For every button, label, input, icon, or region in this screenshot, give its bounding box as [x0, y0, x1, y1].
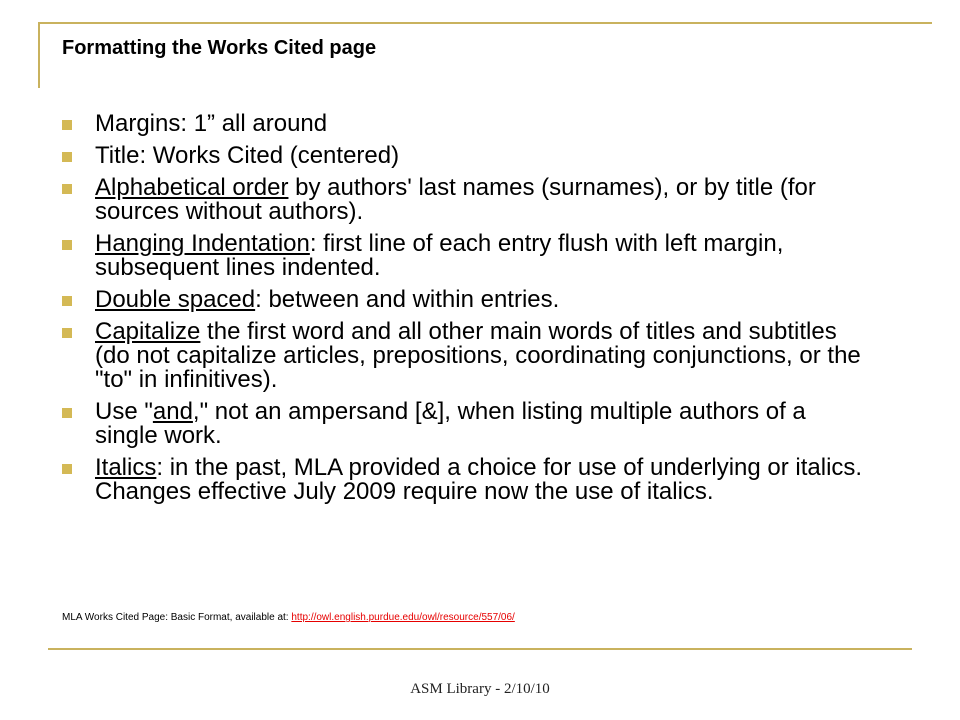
bullet-text: Margins: 1” all around [95, 110, 328, 137]
bullet-text: ," not an ampersand [&], when listing multiple authors of a single work. [95, 398, 806, 449]
and-link[interactable]: and [152, 398, 193, 425]
square-bullet-icon [62, 120, 72, 130]
double-spaced-link[interactable]: Double spaced [95, 286, 256, 313]
bullet-hanging-indentation [60, 232, 870, 280]
bullet-text: by authors' last names (surnames), or by title (for sources without authors). [95, 174, 816, 225]
citation-url-link[interactable]: http://owl.english.purdue.edu/owl/resource/557/06/ [291, 612, 515, 623]
left-rule [38, 22, 40, 88]
alphabetical-order-link[interactable]: Alphabetical order [95, 174, 289, 201]
square-bullet-icon [62, 464, 72, 474]
bullet-text: the first word and all other main words of titles and subtitles (do not capitalize articles, prepositions, coordinating conjunctions, or the "to" in infinitives). [95, 318, 861, 393]
bullet-text: : first line of each entry flush with left margin, subsequent lines indented. [95, 230, 784, 281]
bullet-italics [60, 456, 870, 504]
bullet-text: Title: Works Cited (centered) [95, 142, 400, 169]
square-bullet-icon [62, 328, 72, 338]
slide-footer: ASM Library - 2/10/10 [410, 681, 550, 697]
bullet-capitalize [60, 320, 870, 392]
square-bullet-icon [62, 408, 72, 418]
bullet-list [60, 112, 870, 512]
capitalize-link[interactable]: Capitalize [95, 318, 201, 345]
bottom-rule [48, 648, 912, 650]
bullet-text: : in the past, MLA provided a choice for use of underlying or italics. Changes effective July 2009 require now the use of italics. [95, 454, 863, 505]
bullet-use-and [60, 400, 870, 448]
italics-link[interactable]: Italics [95, 454, 157, 481]
hanging-indentation-link[interactable]: Hanging Indentation [95, 230, 310, 257]
square-bullet-icon [62, 184, 72, 194]
bullet-alphabetical-order [60, 176, 870, 224]
slide-title: Formatting the Works Cited page [62, 37, 377, 59]
bullet-double-spaced [60, 288, 870, 312]
bullet-margins [60, 112, 870, 136]
bullet-title [60, 144, 870, 168]
top-rule [40, 22, 932, 24]
bullet-prefix: Use " [95, 398, 153, 425]
square-bullet-icon [62, 296, 72, 306]
square-bullet-icon [62, 152, 72, 162]
source-citation [62, 612, 515, 624]
citation-text: MLA Works Cited Page: Basic Format, available at: [62, 612, 292, 623]
square-bullet-icon [62, 240, 72, 250]
bullet-text: : between and within entries. [255, 286, 560, 313]
